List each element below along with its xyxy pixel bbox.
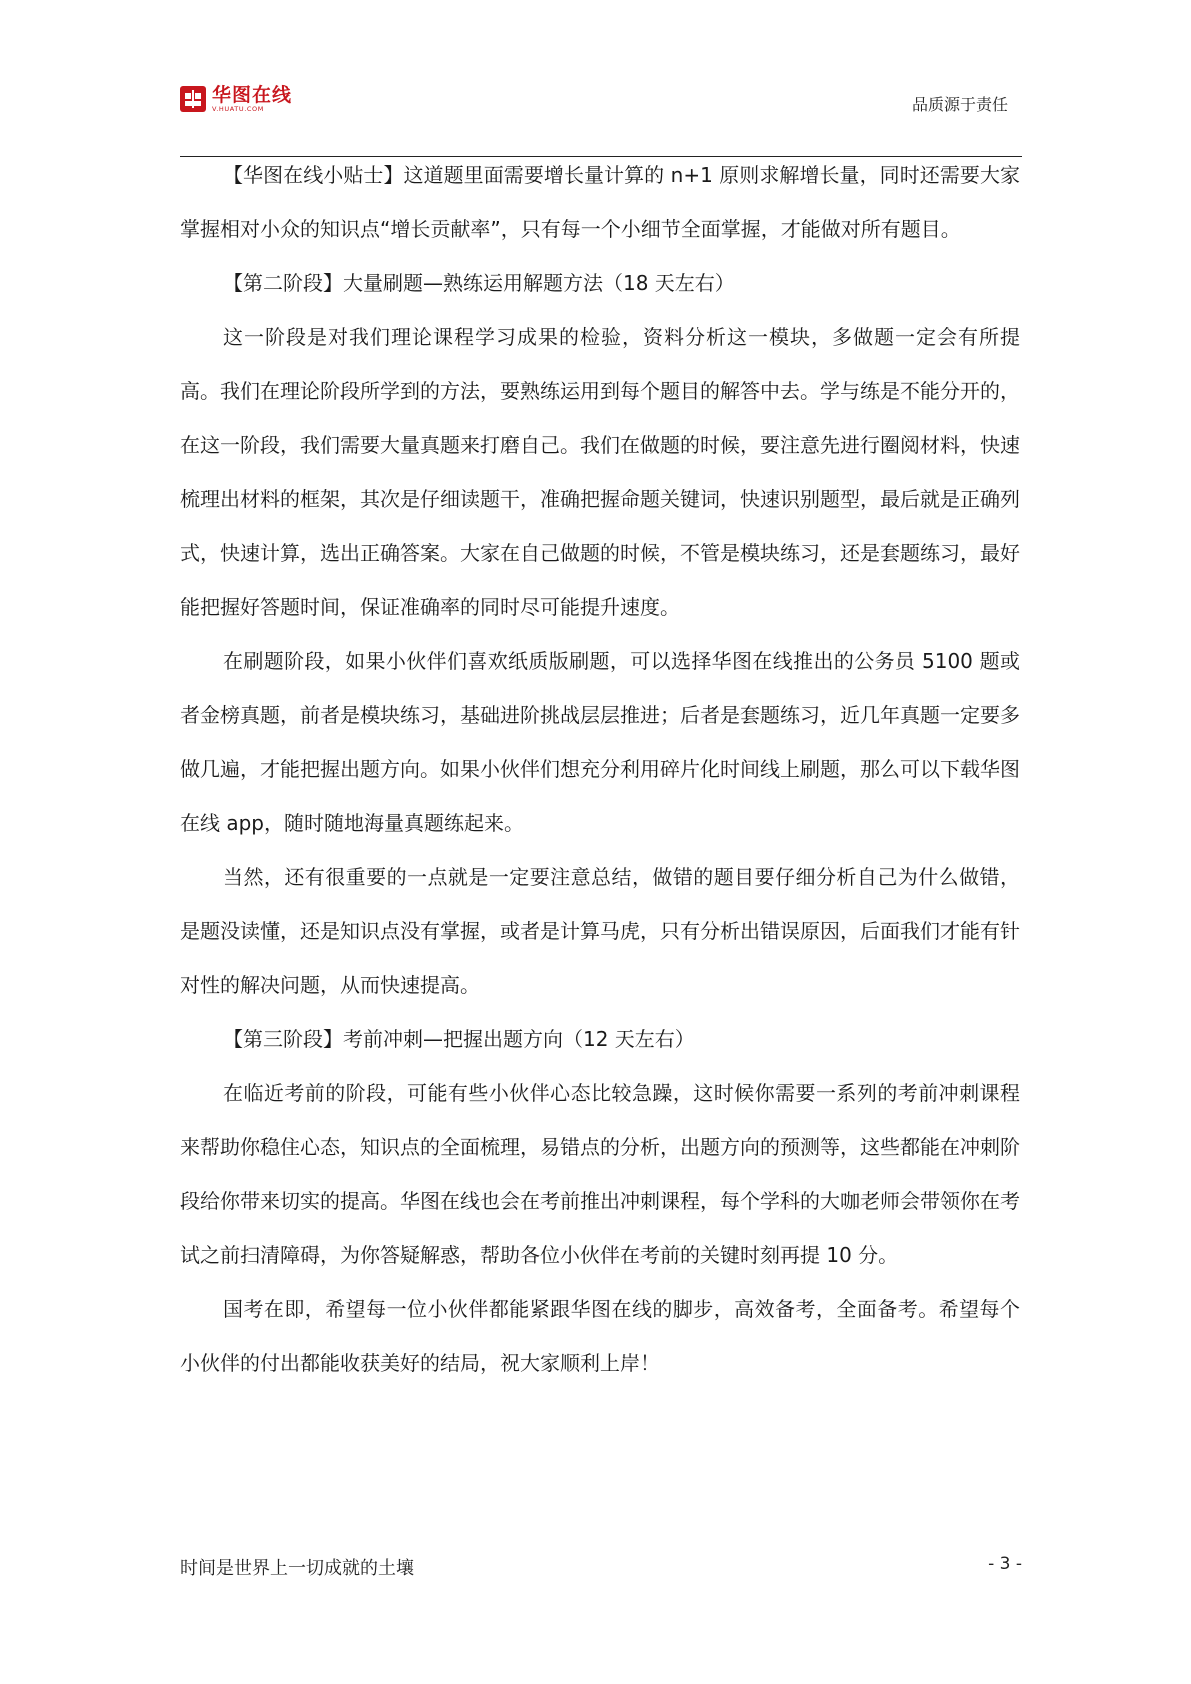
huatu-logo-icon — [180, 86, 206, 112]
tip-paragraph: 【华图在线小贴士】这道题里面需要增长量计算的 n+1 原则求解增长量，同时还需要大家掌握相对小众的知识点“增长贡献率”，只有每一个小细节全面掌握，才能做对所有题目。 — [180, 163, 1020, 241]
header-slogan: 品质源于责任 — [911, 95, 1008, 114]
logo-name: 华图在线 — [212, 83, 293, 106]
page-footer — [180, 1554, 1022, 1584]
page-header — [180, 82, 1022, 157]
stage-three-paragraph: 在临近考前的阶段，可能有些小伙伴心态比较急躁，这时候你需要一系列的考前冲刺课程来帮助你稳住心态，知识点的全面梳理，易错点的分析，出题方向的预测等，这些都能在冲刺阶段给你带来切实的提高。华图在线也会在考前推出冲刺课程，每个学科的大咖老师会带领你在考试之前扫清障碍，为你答疑解惑，帮助各位小伙伴在考前的关键时刻再提 10 分。 — [180, 1081, 1020, 1267]
stage-two-paragraph: 这一阶段是对我们理论课程学习成果的检验，资料分析这一模块，多做题一定会有所提高。我们在理论阶段所学到的方法，要熟练运用到每个题目的解答中去。学与练是不能分开的，在这一阶段，我们需要大量真题来打磨自己。我们在做题的时候，要注意先进行圈阅材料，快速梳理出材料的框架，其次是仔细读题干，准确把握命题关键词，快速识别题型，最后就是正确列式，快速计算，选出正确答案。大家在自己做题的时候，不管是模块练习，还是套题练习，最好能把握好答题时间，保证准确率的同时尽可能提升速度。 — [180, 325, 1020, 619]
footer-motto: 时间是世界上一切成就的土壤 — [180, 1558, 414, 1579]
page-number: - 3 - — [988, 1554, 1022, 1574]
logo-url: V.HUATU.COM — [212, 104, 264, 113]
closing-paragraph: 国考在即，希望每一位小伙伴都能紧跟华图在线的脚步，高效备考，全面备考。希望每个小伙伴的付出都能收获美好的结局，祝大家顺利上岸！ — [180, 1297, 1020, 1375]
stage-three-heading: 【第三阶段】考前冲刺—把握出题方向（12 天左右） — [223, 1027, 695, 1051]
practice-paragraph: 在刷题阶段，如果小伙伴们喜欢纸质版刷题，可以选择华图在线推出的公务员 5100 题或者金榜真题，前者是模块练习，基础进阶挑战层层推进；后者是套题练习，近几年真题一定要多做几遍，才能把握出题方向。如果小伙伴们想充分利用碎片化时间线上刷题，那么可以下载华图在线 app，随时随地海量真题练起来。 — [180, 649, 1020, 835]
huatu-logo — [180, 82, 292, 116]
stage-two-heading: 【第二阶段】大量刷题—熟练运用解题方法（18 天左右） — [223, 271, 735, 295]
summary-paragraph: 当然，还有很重要的一点就是一定要注意总结，做错的题目要仔细分析自己为什么做错，是题没读懂，还是知识点没有掌握，或者是计算马虎，只有分析出错误原因，后面我们才能有针对性的解决问题，从而快速提高。 — [180, 865, 1020, 997]
document-body — [180, 148, 1020, 1390]
